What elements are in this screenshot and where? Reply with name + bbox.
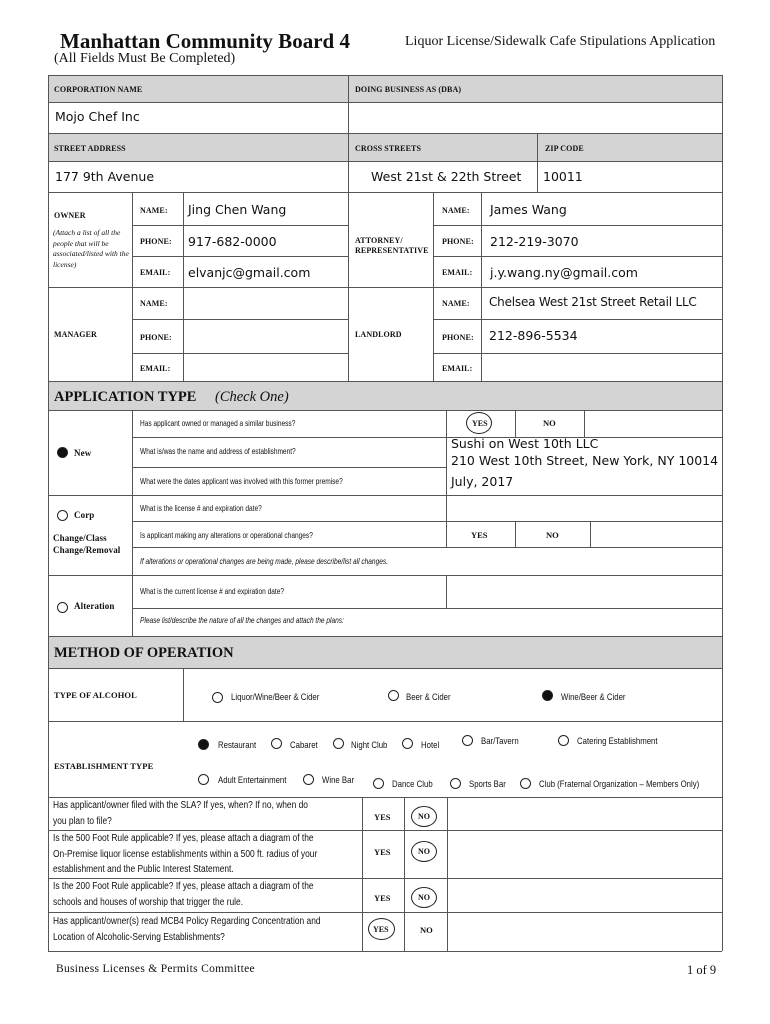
est-restaurant-label: Restaurant [218, 740, 257, 751]
owner-email-label: EMAIL: [140, 268, 171, 277]
change-label: Change/Class Change/Removal [53, 533, 121, 555]
est-winebar-radio[interactable] [303, 774, 314, 785]
owner-name-label: NAME: [140, 206, 168, 215]
est-danceclub-label: Dance Club [392, 779, 433, 790]
cross-streets-label: CROSS STREETS [355, 144, 421, 153]
alteration-radio[interactable] [57, 602, 68, 613]
new-label: New [74, 448, 92, 458]
owner-phone-value[interactable]: 917-682-0000 [188, 234, 277, 249]
sla-yes[interactable]: YES [374, 812, 391, 822]
footer-committee: Business Licenses & Permits Committee [56, 963, 255, 975]
corporation-name-label: CORPORATION NAME [54, 85, 143, 94]
owner-label: OWNER [54, 211, 86, 220]
q-current-license: What is the current license # and expiration date? [140, 587, 285, 596]
dba-label: DOING BUSINESS AS (DBA) [355, 85, 462, 94]
q3-answer[interactable]: July, 2017 [451, 474, 514, 489]
policy-no[interactable]: NO [420, 925, 433, 935]
500ft-yes[interactable]: YES [374, 847, 391, 857]
zip-code-value[interactable]: 10011 [543, 169, 583, 184]
method-title: METHOD OF OPERATION [54, 645, 234, 661]
q-license-number: What is the license # and expiration date? [140, 504, 262, 513]
landlord-phone-value[interactable]: 212-896-5534 [489, 328, 578, 343]
manager-phone-label: PHONE: [140, 333, 172, 342]
est-danceclub-radio[interactable] [373, 778, 384, 789]
est-sportsbar-label: Sports Bar [469, 779, 506, 790]
q1-yes: YES [472, 419, 488, 428]
q-describe-plans: Please list/describe the nature of all the changes and attach the plans: [140, 616, 344, 625]
attorney-label: ATTORNEY/ REPRESENTATIVE [355, 236, 429, 255]
manager-name-label: NAME: [140, 299, 168, 308]
est-bartavern-radio[interactable] [462, 735, 473, 746]
500ft-question: Is the 500 Foot Rule applicable? If yes, please attach a diagram of the On-Premise liquor license establishments within a 500 ft. radius of your establishment and the Public Interest Statement. [53, 833, 318, 875]
establishment-type-label: ESTABLISHMENT TYPE [54, 761, 154, 771]
attorney-phone-label: PHONE: [442, 237, 474, 246]
policy-question: Has applicant/owner(s) read MCB4 Policy Regarding Concentration and Location of Alcoholic-Serving Establishments? [53, 916, 321, 943]
corp-label: Corp [74, 510, 95, 520]
est-restaurant-radio[interactable] [198, 739, 209, 750]
corporation-name-value[interactable]: Mojo Chef Inc [55, 109, 140, 124]
200ft-yes[interactable]: YES [374, 893, 391, 903]
alcohol-wine-label: Wine/Beer & Cider [561, 692, 626, 703]
attorney-name-value[interactable]: James Wang [490, 202, 567, 217]
landlord-name-value[interactable]: Chelsea West 21st Street Retail LLC [489, 295, 697, 309]
est-adult-label: Adult Entertainment [218, 775, 287, 786]
form-subtitle: (All Fields Must Be Completed) [54, 51, 236, 66]
est-sportsbar-radio[interactable] [450, 778, 461, 789]
alcohol-beer-radio[interactable] [388, 690, 399, 701]
landlord-phone-label: PHONE: [442, 333, 474, 342]
sla-no: NO [418, 812, 430, 821]
alcohol-liquor-label: Liquor/Wine/Beer & Cider [231, 692, 320, 703]
application-type-title: APPLICATION TYPE [54, 389, 197, 405]
est-adult-radio[interactable] [198, 774, 209, 785]
500ft-no: NO [418, 847, 430, 856]
q5-no[interactable]: NO [546, 530, 559, 540]
landlord-label: LANDLORD [355, 330, 402, 339]
est-catering-label: Catering Establishment [577, 736, 658, 747]
est-nightclub-radio[interactable] [333, 738, 344, 749]
manager-label: MANAGER [54, 330, 97, 339]
policy-yes: YES [373, 925, 389, 934]
cross-streets-value[interactable]: West 21st & 22th Street [371, 169, 522, 184]
est-hotel-radio[interactable] [402, 738, 413, 749]
sla-question: Has applicant/owner filed with the SLA? If yes, when? If no, when do you plan to file? [53, 800, 308, 827]
footer-page: 1 of 9 [687, 963, 717, 977]
owner-note: (Attach a list of all the people that will be associated/listed with the license) [53, 228, 129, 269]
est-club-radio[interactable] [520, 778, 531, 789]
200ft-no: NO [418, 893, 430, 902]
est-bartavern-label: Bar/Tavern [481, 736, 519, 747]
q-dates-involved: What were the dates applicant was involved with this former premise? [140, 477, 343, 486]
attorney-email-label: EMAIL: [442, 268, 473, 277]
q-owned-similar: Has applicant owned or managed a similar business? [140, 419, 296, 428]
q5-yes[interactable]: YES [471, 530, 488, 540]
application-type-hint: (Check One) [215, 389, 289, 405]
alcohol-wine-radio[interactable] [542, 690, 553, 701]
owner-phone-label: PHONE: [140, 237, 172, 246]
200ft-question: Is the 200 Foot Rule applicable? If yes, please attach a diagram of the schools and houses of worship that trigger the rule. [53, 881, 314, 908]
est-winebar-label: Wine Bar [322, 775, 355, 786]
landlord-name-label: NAME: [442, 299, 470, 308]
est-cabaret-label: Cabaret [290, 740, 318, 751]
alteration-label: Alteration [74, 601, 115, 611]
landlord-email-label: EMAIL: [442, 364, 473, 373]
manager-email-label: EMAIL: [140, 364, 171, 373]
owner-email-value[interactable]: elvanjc@gmail.com [188, 265, 311, 280]
form-name: Liquor License/Sidewalk Cafe Stipulations Application [405, 34, 716, 49]
attorney-email-value[interactable]: j.y.wang.ny@gmail.com [490, 265, 638, 280]
zip-code-label: ZIP CODE [545, 144, 584, 153]
q-alterations: Is applicant making any alterations or operational changes? [140, 531, 313, 540]
est-club-label: Club (Fraternal Organization – Members Only) [539, 779, 700, 790]
new-radio[interactable] [57, 447, 68, 458]
owner-name-value[interactable]: Jing Chen Wang [188, 202, 287, 217]
est-catering-radio[interactable] [558, 735, 569, 746]
q-describe-changes: If alterations or operational changes are being made, please describe/list all changes. [140, 557, 388, 566]
q2-answer-line1[interactable]: Sushi on West 10th LLC [451, 436, 599, 451]
corp-radio[interactable] [57, 510, 68, 521]
q2-answer-line2[interactable]: 210 West 10th Street, New York, NY 10014 [451, 453, 719, 468]
street-address-label: STREET ADDRESS [54, 144, 126, 153]
est-hotel-label: Hotel [421, 740, 440, 751]
alcohol-beer-label: Beer & Cider [406, 692, 451, 703]
q1-no: NO [543, 418, 556, 428]
q-establishment-name: What is/was the name and address of establishment? [140, 447, 296, 456]
street-address-value[interactable]: 177 9th Avenue [55, 169, 155, 184]
attorney-phone-value[interactable]: 212-219-3070 [490, 234, 579, 249]
est-cabaret-radio[interactable] [271, 738, 282, 749]
alcohol-liquor-radio[interactable] [212, 692, 223, 703]
type-of-alcohol-label: TYPE OF ALCOHOL [54, 690, 137, 700]
est-nightclub-label: Night Club [351, 740, 388, 751]
attorney-name-label: NAME: [442, 206, 470, 215]
form-title: Manhattan Community Board 4 [60, 29, 350, 53]
